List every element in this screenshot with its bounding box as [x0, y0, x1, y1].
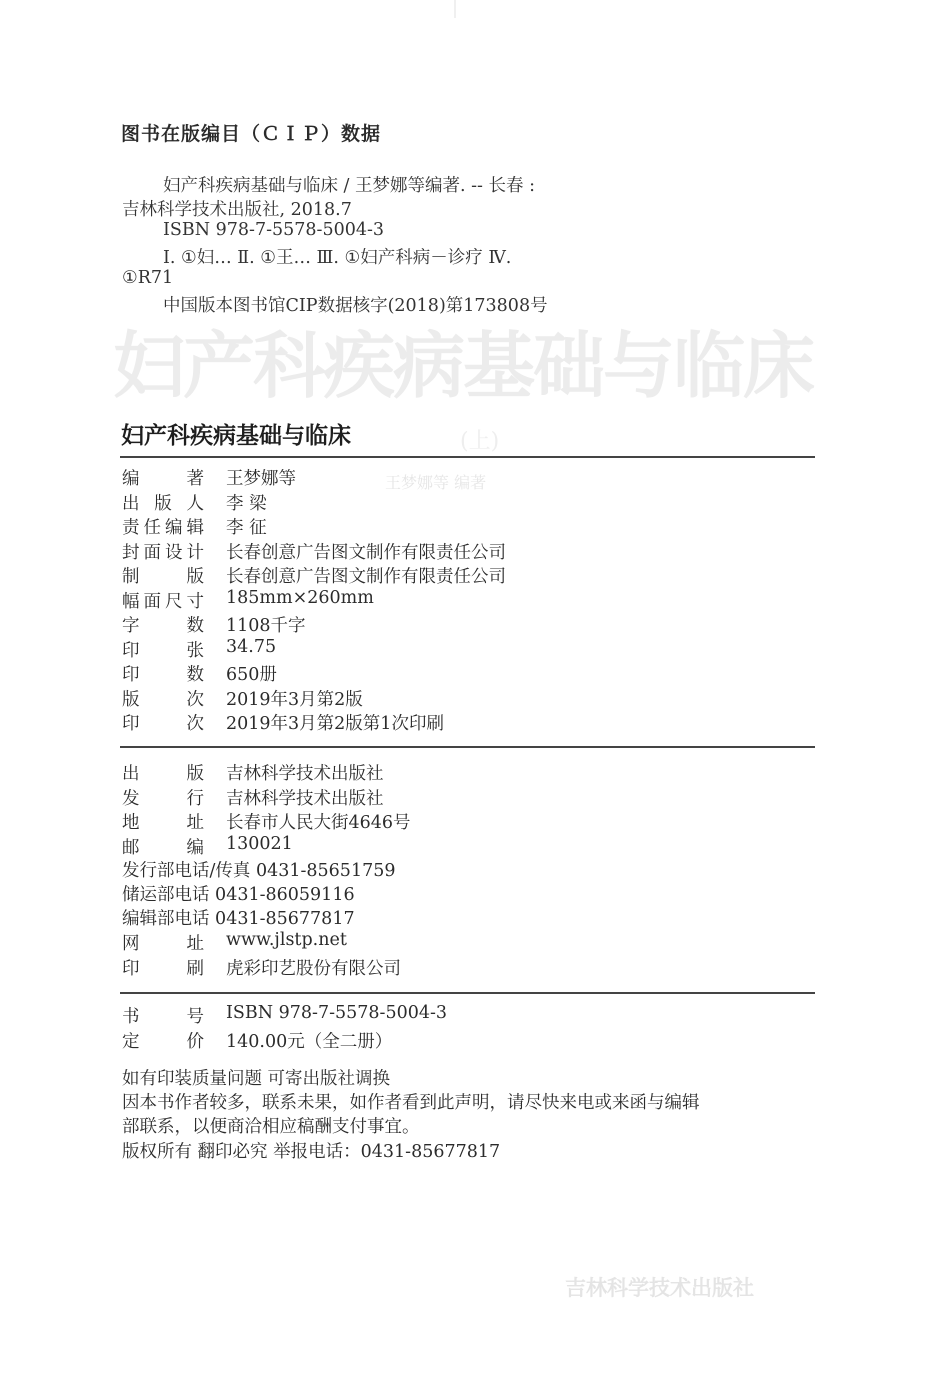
info-label: 发 行 [122, 788, 204, 809]
watermark-title: 妇产科疾病基础与临床 [113, 324, 814, 408]
scan-artifact [454, 0, 456, 18]
info-label: 幅 面 尺 寸 [122, 591, 204, 612]
info-value: 吉林科学技术出版社 [226, 764, 384, 784]
notice-line: 部联系，以便商洽相应稿酬支付事宜。 [122, 1117, 420, 1137]
info-label: 编 著 [122, 469, 204, 489]
info-value: 吉林科学技术出版社 [226, 788, 384, 809]
cip-line: ①R71 [122, 268, 174, 288]
watermark-volume-mark: (上) [460, 429, 500, 454]
divider [120, 746, 815, 748]
info-label: 书 号 [122, 1007, 204, 1027]
info-value: 王梦娜等 [226, 469, 296, 489]
divider [120, 456, 815, 458]
info-label: 网 址 [122, 934, 204, 954]
watermark-publisher: 吉林科学技术出版社 [565, 1276, 754, 1300]
info-value: 2019年3月第2版第1次印刷 [226, 714, 444, 734]
info-value: 李 征 [226, 518, 267, 538]
info-value: ISBN 978-7-5578-5004-3 [226, 1003, 448, 1023]
info-label: 印 次 [122, 714, 204, 734]
info-value: 140.00元（全二册） [226, 1031, 393, 1052]
info-label: 版 次 [122, 689, 204, 710]
info-value: 李 梁 [226, 493, 267, 514]
notice-line: 因本书作者较多，联系未果，如作者看到此声明，请尽快来电或来函与编辑 [122, 1093, 700, 1113]
watermark-author: 王梦娜等 编著 [385, 473, 487, 492]
cip-line: 吉林科学技术出版社, 2018.7 [122, 200, 352, 220]
info-label: 字 数 [122, 616, 204, 636]
info-value: 长春市人民大街4646号 [226, 813, 411, 833]
info-value: 185mm×260mm [226, 587, 374, 608]
info-label: 印 张 [122, 640, 204, 661]
cip-line: 中国版本图书馆CIP数据核字(2018)第173808号 [163, 296, 548, 316]
info-value: 130021 [226, 833, 293, 854]
info-label: 出 版 人 [122, 493, 204, 514]
copyright-line: 版权所有 翻印必究 举报电话：0431-85677817 [122, 1142, 501, 1162]
info-label: 地 址 [122, 813, 204, 833]
cip-line: Ⅰ. ①妇… Ⅱ. ①王… Ⅲ. ①妇产科病－诊疗 Ⅳ. [163, 248, 512, 268]
cip-heading: 图书在版编目（ＣＩＰ）数据 [121, 123, 382, 145]
cip-line: 妇产科疾病基础与临床 / 王梦娜等编著. -- 长春 : [163, 176, 535, 196]
phone-line: 储运部电话 0431-86059116 [122, 885, 355, 905]
info-label: 印 数 [122, 665, 204, 685]
info-value: 2019年3月第2版 [226, 689, 363, 710]
book-title: 妇产科疾病基础与临床 [121, 423, 351, 449]
info-value: 长春创意广告图文制作有限责任公司 [226, 542, 506, 563]
info-value: 长春创意广告图文制作有限责任公司 [226, 567, 506, 587]
notice-line: 如有印装质量问题 可寄出版社调换 [122, 1069, 391, 1089]
info-value: 1108千字 [226, 616, 306, 636]
info-label: 制 版 [122, 567, 204, 587]
info-label: 印 刷 [122, 958, 204, 979]
info-label: 邮 编 [122, 837, 204, 858]
divider [120, 992, 815, 994]
phone-line: 发行部电话/传真 0431-85651759 [122, 861, 396, 881]
info-value: 虎彩印艺股份有限公司 [226, 958, 401, 979]
cip-line: ISBN 978-7-5578-5004-3 [163, 220, 385, 240]
info-label: 责 任 编 辑 [122, 518, 204, 538]
phone-line: 编辑部电话 0431-85677817 [122, 909, 355, 929]
info-label: 定 价 [122, 1031, 204, 1052]
info-value: 34.75 [226, 636, 277, 657]
info-label: 出 版 [122, 764, 204, 784]
info-value: www.jlstp.net [226, 930, 347, 950]
info-label: 封 面 设 计 [122, 542, 204, 563]
info-value: 650册 [226, 665, 277, 685]
